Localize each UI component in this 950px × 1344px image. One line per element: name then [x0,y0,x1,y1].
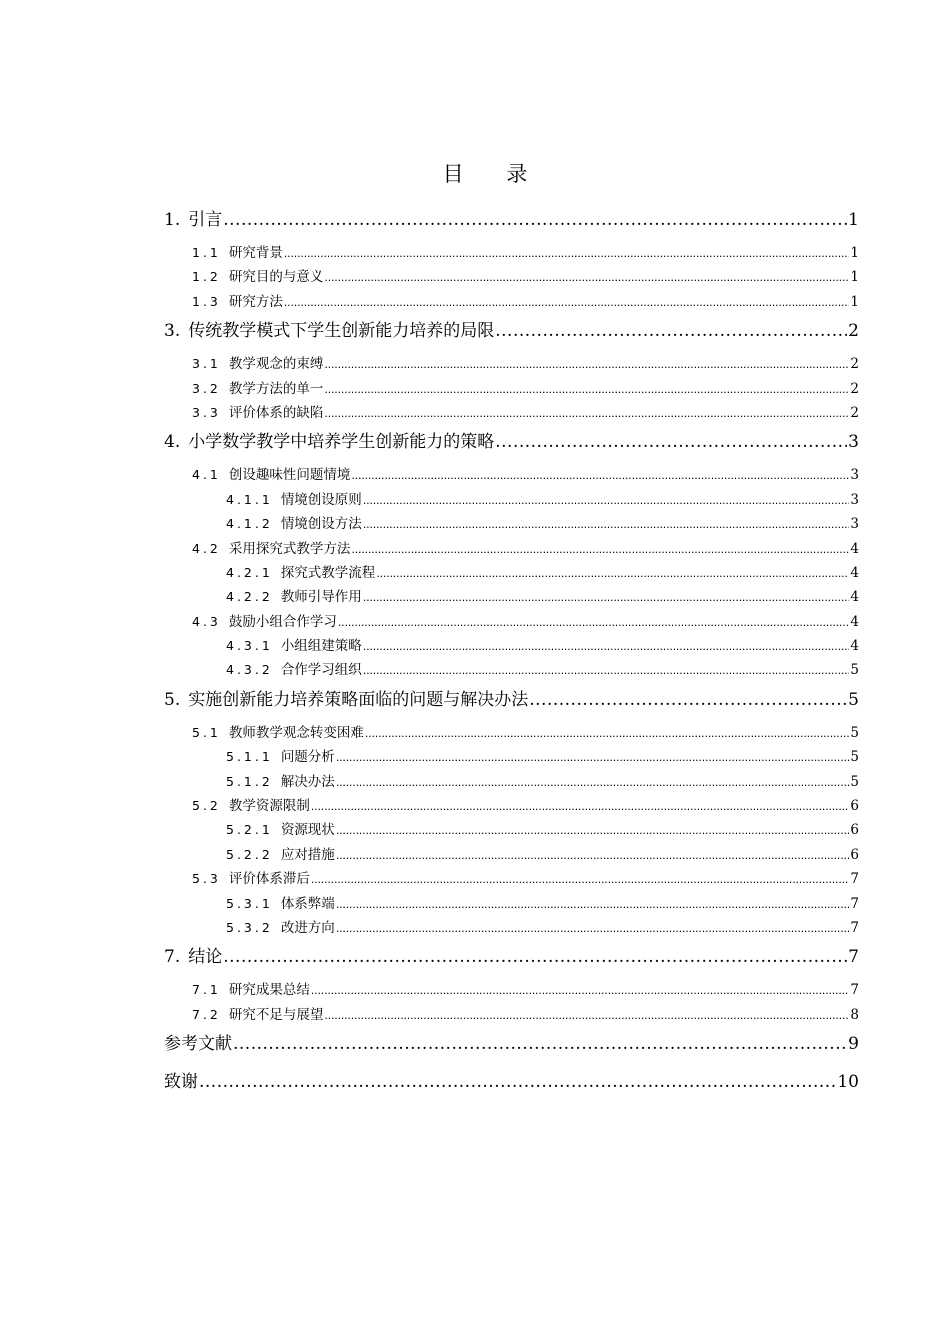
toc-entry[interactable] [164,425,859,459]
toc-entry-page: 3 [850,491,859,508]
toc-dot-leader [233,1027,847,1061]
toc-entry[interactable] [164,1003,859,1027]
toc-dot-leader [336,916,850,941]
toc-entry[interactable] [164,978,859,1002]
toc-entry-label: 研究背景 [228,245,283,261]
toc-entry-label: 引言 [188,210,223,230]
toc-entry-number: 4.1.2 [226,516,273,532]
toc-entry-page: 2 [850,404,859,421]
toc-entry-label: 研究不足与展望 [228,1006,324,1023]
toc-entry-number: 4.3.2 [226,662,273,678]
toc-entry-number: 4.1.1 [226,491,273,507]
toc-entry-number: 3. [164,321,181,342]
toc-dot-leader [351,463,849,488]
toc-entry-number: 4.2 [192,540,221,556]
toc-entry-page: 1 [850,245,859,261]
toc-entry-label: 改进方向 [280,919,335,936]
toc-dot-leader [223,940,847,974]
toc-dot-leader [363,658,850,683]
toc-entry-number: 4. [164,432,181,453]
toc-entry[interactable] [164,352,859,376]
toc-entry-number: 5.1 [192,724,221,740]
toc-dot-leader [363,634,850,659]
toc-entry-number: 5.3.2 [226,919,273,935]
toc-entry-page: 4 [850,613,859,630]
toc-dot-leader [376,561,849,586]
toc-entry-page: 1 [850,269,859,286]
toc-entry-number: 5.2.2 [226,846,273,862]
toc-dot-leader [324,401,849,426]
toc-entry-number: 4.3.1 [226,638,273,654]
toc-entry-label: 教师教学观念转变困难 [228,724,364,741]
toc-entry-number: 5.3.1 [226,895,273,911]
toc-entry[interactable] [164,818,859,842]
toc-dot-leader [495,425,847,459]
toc-entry-page: 2 [848,321,859,342]
toc-entry-label: 研究成果总结 [228,982,310,999]
toc-entry-page: 7 [850,871,859,888]
toc-entry-page: 9 [848,1034,859,1055]
toc-entry[interactable] [164,377,859,401]
toc-entry-page: 2 [850,356,859,373]
toc-entry-number: 5. [164,689,181,710]
toc-entry-page: 4 [850,589,859,606]
toc-entry[interactable] [164,314,859,348]
toc-entry[interactable] [164,770,859,794]
toc-entry-page: 7 [848,947,859,968]
toc-entry-page: 3 [850,516,859,533]
toc-entry[interactable] [164,867,859,891]
toc-entry-page: 5 [850,724,859,741]
toc-list [164,203,859,1099]
toc-entry-page: 5 [848,689,859,710]
toc-entry-number: 1.2 [192,269,221,285]
toc-entry-number: 1.3 [192,293,221,309]
toc-entry-page: 7 [850,895,859,912]
toc-dot-leader [336,745,850,770]
toc-entry-number: 7.2 [192,1006,221,1022]
toc-entry-label: 结论 [188,947,223,968]
toc-dot-leader [336,892,850,917]
toc-dot-leader [363,585,850,610]
toc-entry[interactable] [164,488,859,512]
toc-dot-leader [311,867,850,892]
toc-entry[interactable] [164,561,859,585]
toc-entry-page: 2 [850,380,859,397]
toc-entry-page: 5 [850,773,859,790]
toc-entry-number: 5.1.1 [226,749,273,765]
toc-entry[interactable] [164,745,859,769]
toc-entry-page: 6 [850,798,859,815]
toc-entry-label: 应对措施 [280,846,335,863]
toc-entry-label: 评价体系的缺陷 [228,404,324,421]
toc-entry-label: 解决办法 [280,773,335,790]
toc-entry-label: 实施创新能力培养策略面临的问题与解决办法 [188,689,529,710]
toc-entry[interactable] [164,290,859,314]
toc-entry-page: 4 [850,540,859,557]
toc-entry[interactable] [164,634,859,658]
toc-entry[interactable] [164,610,859,634]
toc-entry-label: 情境创设方法 [280,516,362,533]
toc-entry-label: 资源现状 [280,822,335,839]
toc-entry-label: 教学方法的单一 [228,380,324,397]
toc-entry[interactable] [164,794,859,818]
toc-entry-number: 5.3 [192,871,221,887]
toc-entry-label: 小学数学教学中培养学生创新能力的策略 [188,432,495,453]
toc-entry-label: 教学观念的束缚 [228,356,324,373]
toc-entry-number: 3.3 [192,404,221,420]
toc-dot-leader [351,537,849,562]
toc-entry-page: 7 [850,982,859,999]
toc-entry-number: 5.2.1 [226,822,273,838]
toc-entry-page: 3 [848,432,859,453]
toc-entry[interactable] [164,463,859,487]
toc-dot-leader [336,770,850,795]
toc-entry-label: 评价体系滞后 [228,871,310,888]
toc-entry-number: 4.2.2 [226,589,273,605]
toc-entry-page: 5 [850,662,859,679]
toc-entry-number: 4.1 [192,467,221,483]
toc-entry[interactable] [164,537,859,561]
toc-dot-leader [336,843,850,868]
toc-entry-label: 小组组建策略 [280,638,362,655]
toc-entry[interactable] [164,721,859,745]
toc-entry-page: 4 [850,564,859,581]
toc-title: 目 录 [442,162,546,186]
toc-entry-number: 1.1 [192,245,221,260]
toc-dot-leader [324,265,849,290]
toc-dot-leader [284,290,850,315]
toc-entry[interactable] [164,916,859,940]
toc-entry[interactable] [164,203,859,237]
toc-entry-label: 采用探究式教学方法 [228,540,351,557]
toc-entry[interactable] [164,683,859,717]
toc-entry-label: 鼓励小组合作学习 [228,613,337,630]
toc-entry[interactable] [164,1065,859,1099]
toc-entry[interactable] [164,585,859,609]
toc-entry-number: 4.3 [192,613,221,629]
toc-entry[interactable] [164,892,859,916]
toc-entry-label: 研究方法 [228,293,283,310]
toc-entry-label: 问题分析 [280,749,335,766]
toc-dot-leader [495,314,847,348]
toc-entry-page: 7 [850,919,859,936]
toc-dot-leader [363,512,850,537]
toc-entry[interactable] [164,658,859,682]
toc-entry[interactable] [164,241,859,265]
toc-entry-label: 探究式教学流程 [280,564,376,581]
toc-entry-number: 7. [164,947,181,968]
toc-entry-page: 8 [850,1006,859,1023]
toc-entry-label: 体系弊端 [280,895,335,912]
toc-entry-page: 4 [850,638,859,655]
toc-entry-page: 1 [848,210,859,230]
toc-dot-leader [284,241,850,266]
toc-entry-label: 传统教学模式下学生创新能力培养的局限 [188,321,495,342]
toc-entry-label: 参考文献 [164,1034,232,1055]
toc-entry-number: 1. [164,210,181,230]
toc-entry[interactable] [164,265,859,289]
toc-entry-number: 3.2 [192,380,221,396]
toc-entry-page: 5 [850,749,859,766]
toc-dot-leader [199,1065,836,1099]
toc-entry-number: 4.2.1 [226,564,273,580]
toc-dot-leader [311,978,850,1003]
toc-entry-label: 教师引导作用 [280,589,362,606]
toc-entry[interactable] [164,1027,859,1061]
toc-dot-leader [324,1003,849,1028]
toc-entry-page: 6 [850,822,859,839]
toc-dot-leader [336,818,850,843]
toc-entry[interactable] [164,512,859,536]
toc-dot-leader [363,488,850,513]
toc-entry-page: 3 [850,467,859,484]
toc-entry[interactable] [164,843,859,867]
toc-entry-page: 6 [850,846,859,863]
toc-entry-number: 3.1 [192,356,221,372]
toc-dot-leader [311,794,850,819]
toc-entry-label: 教学资源限制 [228,798,310,815]
toc-entry-label: 研究目的与意义 [228,269,324,286]
toc-dot-leader [529,683,847,717]
toc-entry[interactable] [164,940,859,974]
toc-entry-label: 创设趣味性问题情境 [228,467,351,484]
toc-entry[interactable] [164,401,859,425]
toc-dot-leader [365,721,850,746]
toc-entry-label: 合作学习组织 [280,662,362,679]
toc-dot-leader [338,610,850,635]
toc-entry-label: 致谢 [164,1072,198,1093]
toc-dot-leader [324,352,849,377]
toc-entry-label: 情境创设原则 [280,491,362,508]
toc-dot-leader [223,203,847,237]
toc-entry-number: 7.1 [192,982,221,998]
toc-entry-page: 10 [837,1072,859,1093]
toc-entry-page: 1 [850,293,859,310]
toc-dot-leader [324,377,849,402]
toc-entry-number: 5.1.2 [226,773,273,789]
toc-entry-number: 5.2 [192,798,221,814]
